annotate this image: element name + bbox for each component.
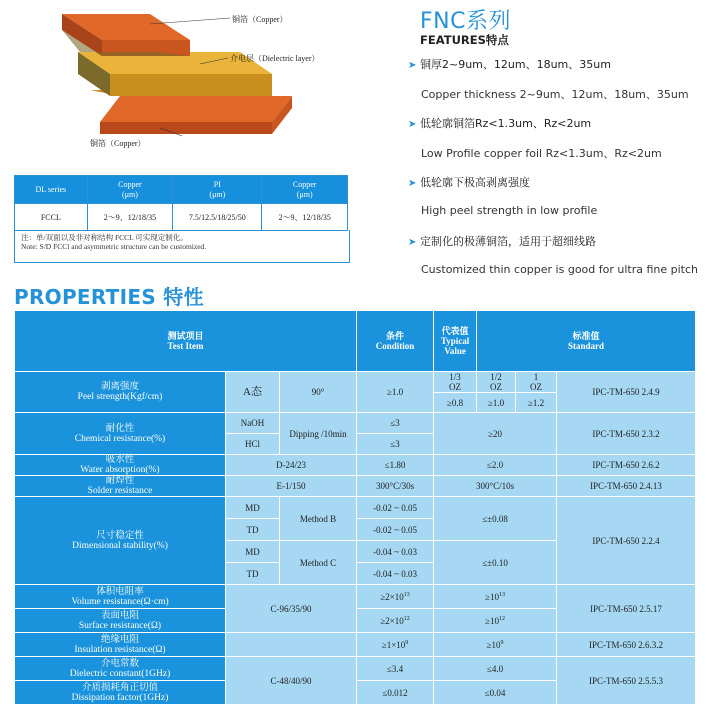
volume-standard: $\ge 10^{13}$ [434,585,557,609]
peel-method: IPC-TM-650 2.4.9 [557,372,696,413]
dk-standard: ≤4.0 [434,657,557,681]
df-typical: ≤0.012 [357,681,434,705]
table-row-volume-resistance [15,585,696,609]
header-typical-value: 代表值 Typical Value [434,311,477,372]
table-row-insulation-resistance [15,633,696,657]
dl-header-copper-1: Copper (μm) [87,176,173,204]
feature-item-3: ➤ 低轮廓下极高剥离强度 [408,176,530,189]
resistance-method: IPC-TM-650 2.5.17 [557,585,696,633]
dim-standard-c: ≤±0.10 [434,541,557,585]
header-test-item: 测试项目 Test Item [15,311,357,372]
resistance-condition: C-96/35/90 [226,585,357,633]
volume-typical: $\ge 2\times 10^{13}$ [357,585,434,609]
feature-item-4-en: Customized thin copper is good for ultra fine pitch [421,263,699,276]
solder-method: IPC-TM-650 2.4.13 [557,476,696,497]
peel-condition-a: A态 [226,372,280,413]
chem-condition: Dipping /10min [280,413,357,455]
item-dimensional-stability: 尺寸稳定性 Dimensional stability(%) [15,497,226,585]
feature-item-2-en: Low Profile copper foil Rz<1.3um、Rz<2um [421,147,662,160]
triangle-bullet-icon: ➤ [408,119,417,130]
peel-std-2: ≥1.0 [477,393,516,413]
water-standard: ≤2.0 [434,455,557,476]
item-dissipation-factor: 介质损耗角正切值 Dissipation factor(1GHz) [15,681,226,705]
chem-method: IPC-TM-650 2.3.2 [557,413,696,455]
chem-standard: ≥20 [434,413,557,455]
solder-standard: 300°C/10s [434,476,557,497]
triangle-bullet-icon: ➤ [408,178,417,189]
dim-c-md-typical: -0.04 ~ 0.03 [357,541,434,563]
surface-standard: $\ge 10^{12}$ [434,609,557,633]
dkdf-method: IPC-TM-650 2.5.5.3 [557,657,696,705]
properties-title: PROPERTIES 特性 [14,285,204,309]
dl-series-table [14,175,348,231]
item-solder-resistance: 耐焊性 Solder resistance [15,476,226,497]
table-row-dimensional-stability [15,497,696,519]
item-dielectric-constant: 介电常数 Dielectric constant(1GHz) [15,657,226,681]
table-row-water-absorption [15,455,696,476]
dim-method-c: Method C [280,541,357,585]
feature-item-2: ➤ 低轮廓铜箔Rz<1.3um、Rz<2um [408,117,592,130]
peel-oz-2: 1/2 OZ [477,372,516,393]
dim-method-b: Method B [280,497,357,541]
dk-typical: ≤3.4 [357,657,434,681]
feature-item-1: ➤ 铜厚2~9um、12um、18um、35um [408,58,611,71]
dielectric-layer-label: 介电层（Dielectric layer） [230,54,320,63]
features-title: FEATURES特点 [420,33,509,47]
header-standard: 标准值 Standard [477,311,696,372]
dim-b-md-typical: -0.02 ~ 0.05 [357,497,434,519]
dl-header-pi: PI (μm) [173,176,262,204]
insulation-standard: $\ge 10^9$ [434,633,557,657]
table-row-dielectric-constant [15,657,696,681]
dim-b-td-typical: -0.02 ~ 0.05 [357,519,434,541]
peel-std-1: ≥0.8 [434,393,477,413]
item-volume-resistance: 体积电阻率 Volume resistance(Ω·cm) [15,585,226,609]
item-insulation-resistance: 绝缘电阻 Insulation resistance(Ω) [15,633,226,657]
header-condition: 条件 Condition [357,311,434,372]
water-condition: D-24/23 [226,455,357,476]
feature-item-1-en: Copper thickness 2~9um、12um、18um、35um [421,88,689,101]
dl-cell-copper-1: 2～9、12/18/35 [87,204,173,231]
item-chemical-resistance: 耐化性 Chemical resistance(%) [15,413,226,455]
dim-c-td-typical: -0.04 ~ 0.03 [357,563,434,585]
dim-standard-b: ≤±0.08 [434,497,557,541]
peel-oz-3: 1 OZ [516,372,557,393]
dl-note-en: Note: S/D FCCl and asymmetric structure can be customized. [21,242,207,251]
peel-std-3: ≥1.2 [516,393,557,413]
dl-header-series: DL series [15,176,88,204]
dl-cell-copper-2: 2～9、12/18/35 [262,204,348,231]
dkdf-condition: C-48/40/90 [226,657,357,705]
dim-b-td-label: TD [226,519,280,541]
triangle-bullet-icon: ➤ [408,237,417,248]
copper-top-label: 铜箔（Copper） [232,15,288,24]
chem-typical-2: ≤3 [357,434,434,455]
water-method: IPC-TM-650 2.6.2 [557,455,696,476]
peel-condition-angle: 90° [280,372,357,413]
table-row-solder-resistance [15,476,696,497]
dim-b-md-label: MD [226,497,280,519]
item-peel-strength: 剥离强度 Peel strength(Kgf/cm) [15,372,226,413]
solder-typical: 300°C/30s [357,476,434,497]
table-row-chemical-resistance [15,413,696,434]
dim-c-md-label: MD [226,541,280,563]
surface-typical: $\ge 2\times 10^{12}$ [357,609,434,633]
insulation-condition-blank [226,633,357,657]
table-row-peel-strength [15,372,696,393]
dl-note-zh: 注：单/双面以及非对称结构 FCCL 可实现定制化。 [21,233,188,242]
water-typical: ≤1.80 [357,455,434,476]
item-surface-resistance: 表面电阻 Surface resistance(Ω) [15,609,226,633]
dim-method: IPC-TM-650 2.2.4 [557,497,696,585]
chem-hcl: HCl [226,434,280,455]
table-header-row: 测试项目 Test Item 条件 Condition 代表值 Typical Value 标准值 Standard 测试方法 Test Method [15,311,696,372]
copper-bottom-label: 铜箔（Copper） [90,139,146,148]
dl-row-fccl: FCCL [15,204,88,231]
dl-table-note [14,230,350,263]
solder-condition: E-1/150 [226,476,357,497]
dl-header-copper-2: Copper (μm) [262,176,348,204]
insulation-typical: $\ge 1\times 10^9$ [357,633,434,657]
series-title: FNC系列 [420,9,511,34]
item-water-absorption: 吸水性 Water absorption(%) [15,455,226,476]
df-standard: ≤0.04 [434,681,557,705]
chem-typical-1: ≤3 [357,413,434,434]
feature-item-3-en: High peel strength in low profile [421,204,598,217]
chem-naoh: NaOH [226,413,280,434]
insulation-method: IPC-TM-650 2.6.3.2 [557,633,696,657]
dim-c-td-label: TD [226,563,280,585]
peel-typical: ≥1.0 [357,372,434,413]
dl-cell-pi: 7.5/12.5/18/25/50 [173,204,262,231]
properties-table [14,310,726,705]
peel-oz-1: 1/3 OZ [434,372,477,393]
triangle-bullet-icon: ➤ [408,60,417,71]
feature-item-4: ➤ 定制化的极薄铜箔，适用于超细线路 [408,235,596,248]
